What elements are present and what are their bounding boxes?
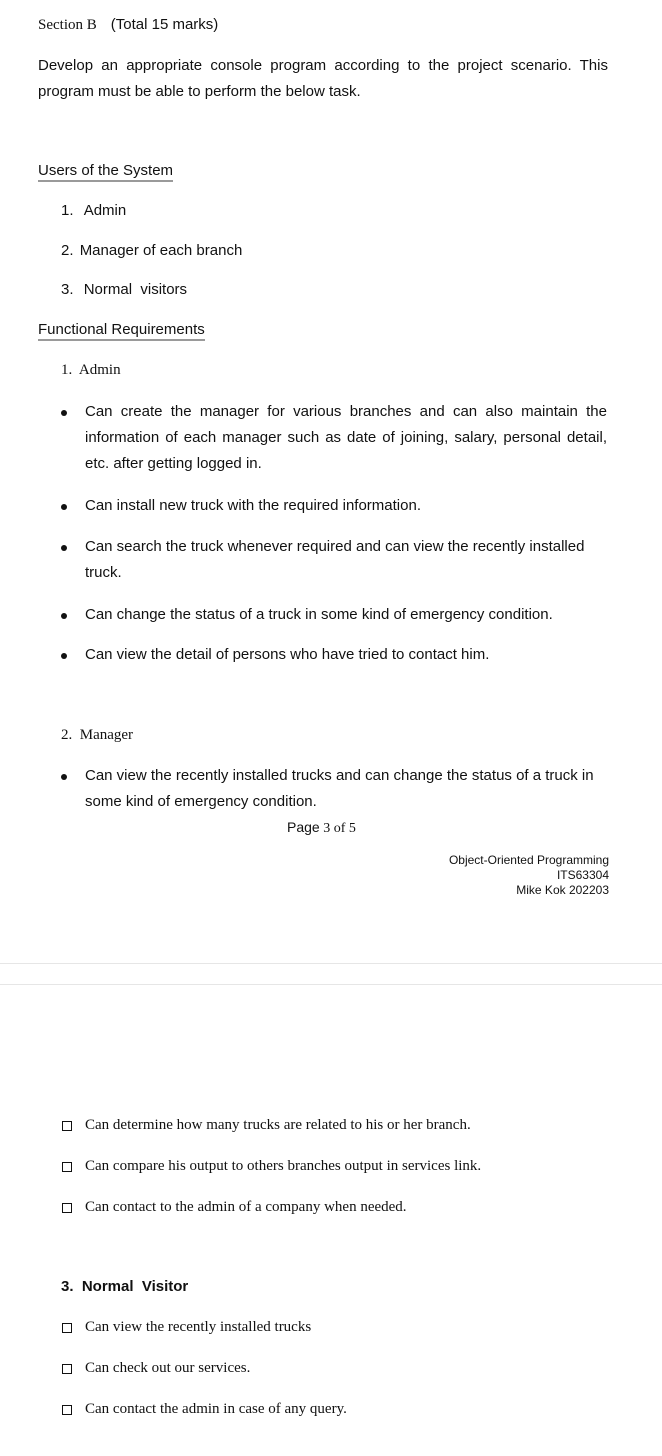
list-item: Can compare his output to others branches output in services link. [85, 1158, 482, 1174]
section-marks: (Total 15 marks) [110, 16, 219, 33]
footer-author: Mike Kok 202203 [516, 883, 609, 897]
users-heading-text: Users of the System [38, 162, 173, 182]
list-item-label: Manager of each branch [79, 242, 243, 259]
page-footer [449, 853, 609, 898]
list-item-label: Normal visitors [83, 281, 188, 298]
list-item: Can view the detail of persons who have tried to contact him. [85, 646, 490, 663]
page-number [287, 819, 356, 837]
admin-heading: 1. Admin [61, 362, 121, 378]
checkbox-bullet-icon [62, 1323, 72, 1333]
list-item: Can search the truck whenever required and can view the recently installed truck. [85, 538, 585, 581]
bullet-icon [61, 410, 67, 416]
list-item [61, 242, 242, 259]
page-of: of 5 [333, 821, 356, 836]
list-item: Can contact the admin in case of any query. [85, 1401, 347, 1417]
page-num: 3 [323, 821, 331, 836]
checkbox-bullet-icon [62, 1121, 72, 1131]
list-item: Can check out our services. [85, 1360, 251, 1376]
checkbox-bullet-icon [62, 1203, 72, 1213]
manager-heading: 2. Manager [61, 727, 134, 743]
page-label: Page [287, 819, 320, 835]
checkbox-bullet-icon [62, 1364, 72, 1374]
list-item [61, 281, 187, 298]
list-item [61, 202, 126, 219]
intro-paragraph: Develop an appropriate console program according to the project scenario. This program must be able to perform the below task. [38, 57, 608, 100]
functional-requirements-heading [38, 321, 205, 339]
list-item: Can create the manager for various branches and can also maintain the information of each manager such as date of joining, salary, personal detail, etc. after getting logged in. [85, 403, 607, 472]
list-item-number: 2. [61, 242, 74, 259]
bullet-icon [61, 504, 67, 510]
bullet-icon [61, 545, 67, 551]
page-divider [0, 984, 662, 985]
list-item: Can view the recently installed trucks and can change the status of a truck in some kind of emergency condition. [85, 767, 594, 810]
list-item-number: 3. [61, 281, 74, 298]
checkbox-bullet-icon [62, 1405, 72, 1415]
users-heading [38, 162, 173, 180]
list-item-label: Admin [83, 202, 127, 219]
list-item-number: 1. [61, 202, 74, 219]
checkbox-bullet-icon [62, 1162, 72, 1172]
bullet-icon [61, 613, 67, 619]
bullet-icon [61, 774, 67, 780]
list-item: Can install new truck with the required information. [85, 497, 421, 514]
page-divider [0, 963, 662, 964]
section-header [38, 16, 218, 34]
functional-requirements-heading-text: Functional Requirements [38, 321, 205, 341]
footer-code: ITS63304 [556, 868, 609, 882]
bullet-icon [61, 653, 67, 659]
list-item: Can change the status of a truck in some kind of emergency condition. [85, 606, 553, 623]
section-title: Section B [38, 17, 97, 33]
footer-course: Object-Oriented Programming [448, 853, 609, 867]
list-item: Can determine how many trucks are related to his or her branch. [85, 1117, 471, 1133]
list-item: Can view the recently installed trucks [85, 1319, 312, 1335]
list-item: Can contact to the admin of a company when needed. [85, 1199, 407, 1215]
visitor-heading: 3. Normal Visitor [61, 1278, 189, 1295]
